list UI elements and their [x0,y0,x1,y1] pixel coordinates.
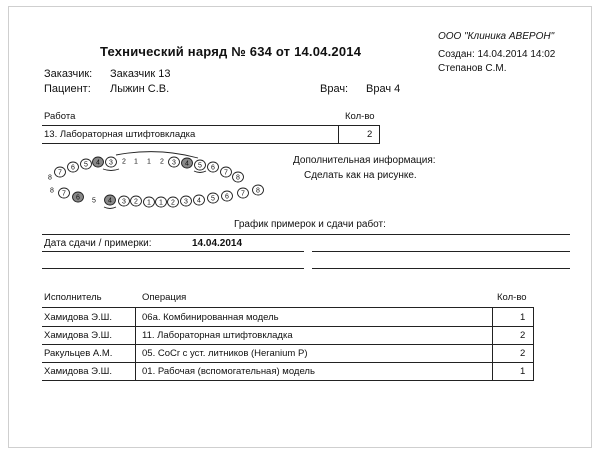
ops-qty-cell: 2 [520,330,526,341]
schedule-line-1-left [42,251,304,252]
date-label: Дата сдачи / примерки: [44,238,152,249]
tooth-upper-right-3-label: 3 [172,159,176,167]
work-row-qty: 2 [367,129,373,140]
ops-executor-cell: Хамидова Э.Ш. [44,330,112,341]
ops-qty-cell: 1 [520,366,526,377]
tooth-lower-right-7-label: 7 [241,190,245,198]
ops-col-separator-1 [135,326,136,344]
ops-executor-cell: Хамидова Э.Ш. [44,312,112,323]
tooth-lower-right-4-label: 4 [197,197,201,205]
tooth-upper-left-6-label: 6 [71,164,75,172]
upper-bridge-arc [116,152,198,158]
ops-qty-header: Кол-во [497,292,527,303]
ops-operation-cell: 05. CoCr с уст. литников (Heranium P) [142,348,308,359]
schedule-top-line [42,234,570,235]
ops-qty-cell: 2 [520,348,526,359]
tooth-lower-left-2-label: 2 [134,198,138,206]
ops-col-separator-2 [492,326,493,344]
tooth-upper-right-7-label: 7 [224,169,228,177]
ops-row-divider [42,362,534,363]
ops-col-separator-1 [135,308,136,326]
tooth-lower-left-6-label: 6 [76,194,80,202]
tooth-lower-left-7-label: 7 [62,190,66,198]
ops-col-separator-2 [492,362,493,380]
ops-executor-cell: Ракульцев А.М. [44,348,113,359]
doctor-value: Врач 4 [366,83,401,95]
ops-operation-cell: 06а. Комбинированная модель [142,312,279,323]
tooth-upper-right-4-label: 4 [185,160,189,168]
additional-info-text: Сделать как на рисунке. [304,170,417,181]
tooth-upper-right-6-label: 6 [211,164,215,172]
ops-col-separator-1 [135,362,136,380]
patient-value: Лыжин С.В. [110,83,170,95]
tooth-lower-left-5-label: 5 [92,197,96,205]
ops-table-header-divider [42,307,534,308]
tooth-upper-right-8-label: 8 [236,174,240,182]
author-name: Степанов С.М. [438,63,507,74]
tooth-upper-left-2-label: 2 [122,158,126,166]
work-row-name: 13. Лабораторная штифтовкладка [44,129,196,140]
tooth-lower-right-3-label: 3 [184,198,188,206]
ops-operation-header: Операция [142,292,187,303]
tooth-upper-right-5-label: 5 [198,162,202,170]
ops-row-divider [42,326,534,327]
tooth-upper-left-3-label: 3 [109,159,113,167]
document-title: Технический наряд № 634 от 14.04.2014 [100,44,362,59]
ops-operation-cell: 01. Рабочая (вспомогательная) модель [142,366,315,377]
customer-label: Заказчик: [44,68,93,80]
work-table-divider [42,125,380,126]
tooth-lower-right-6-label: 6 [225,193,229,201]
schedule-line-2-right [312,268,570,269]
ops-col-right-border [533,362,534,380]
dental-chart [40,150,280,212]
tooth-upper-left-8-label: 8 [48,174,52,182]
tooth-lower-right-1-label: 1 [159,199,163,207]
ops-qty-cell: 1 [520,312,526,323]
ops-col-right-border [533,344,534,362]
date-value: 14.04.2014 [192,238,243,249]
ops-col-separator-1 [135,344,136,362]
tooth-upper-right-1-label: 1 [147,158,151,166]
ops-col-right-border [533,326,534,344]
tooth-upper-left-4-label: 4 [96,159,100,167]
additional-info-label: Дополнительная информация: [293,155,436,166]
customer-value: Заказчик 13 [110,68,171,80]
tooth-upper-left-7-label: 7 [58,169,62,177]
schedule-label: График примерок и сдачи работ: [234,219,386,230]
work-table-bottom [42,143,380,144]
ops-row-divider [42,380,534,381]
schedule-line-2-left [42,268,304,269]
tooth-lower-left-3-label: 3 [122,198,126,206]
tooth-lower-left-8-label: 8 [50,187,54,195]
ops-executor-cell: Хамидова Э.Ш. [44,366,112,377]
work-col-header: Работа [44,111,76,122]
tooth-upper-right-2-label: 2 [160,158,164,166]
tooth-upper-left-1-label: 1 [134,158,138,166]
tooth-lower-left-4-label: 4 [108,197,112,205]
created-timestamp: Создан: 14.04.2014 14:02 [438,49,556,60]
doctor-label: Врач: [320,83,349,95]
work-qty-col-header: Кол-во [345,111,375,122]
company-name: ООО "Клиника АВЕРОН" [438,31,555,42]
lower-left-support-arc [104,207,116,209]
tooth-upper-left-5-label: 5 [84,161,88,169]
work-table-col-separator [338,126,339,143]
upper-right-support-arc [194,171,206,173]
schedule-line-1-right [312,251,570,252]
tooth-lower-right-5-label: 5 [211,195,215,203]
upper-left-support-arc [103,169,119,171]
ops-executor-header: Исполнитель [44,292,102,303]
ops-row-divider [42,344,534,345]
ops-operation-cell: 11. Лабораторная штифтовкладка [142,330,293,341]
ops-col-right-border [533,308,534,326]
work-table-right-border [379,126,380,143]
ops-col-separator-2 [492,308,493,326]
ops-col-separator-2 [492,344,493,362]
tooth-lower-left-1-label: 1 [147,199,151,207]
patient-label: Пациент: [44,83,91,95]
tooth-lower-right-8-label: 8 [256,187,260,195]
tooth-lower-right-2-label: 2 [171,199,175,207]
